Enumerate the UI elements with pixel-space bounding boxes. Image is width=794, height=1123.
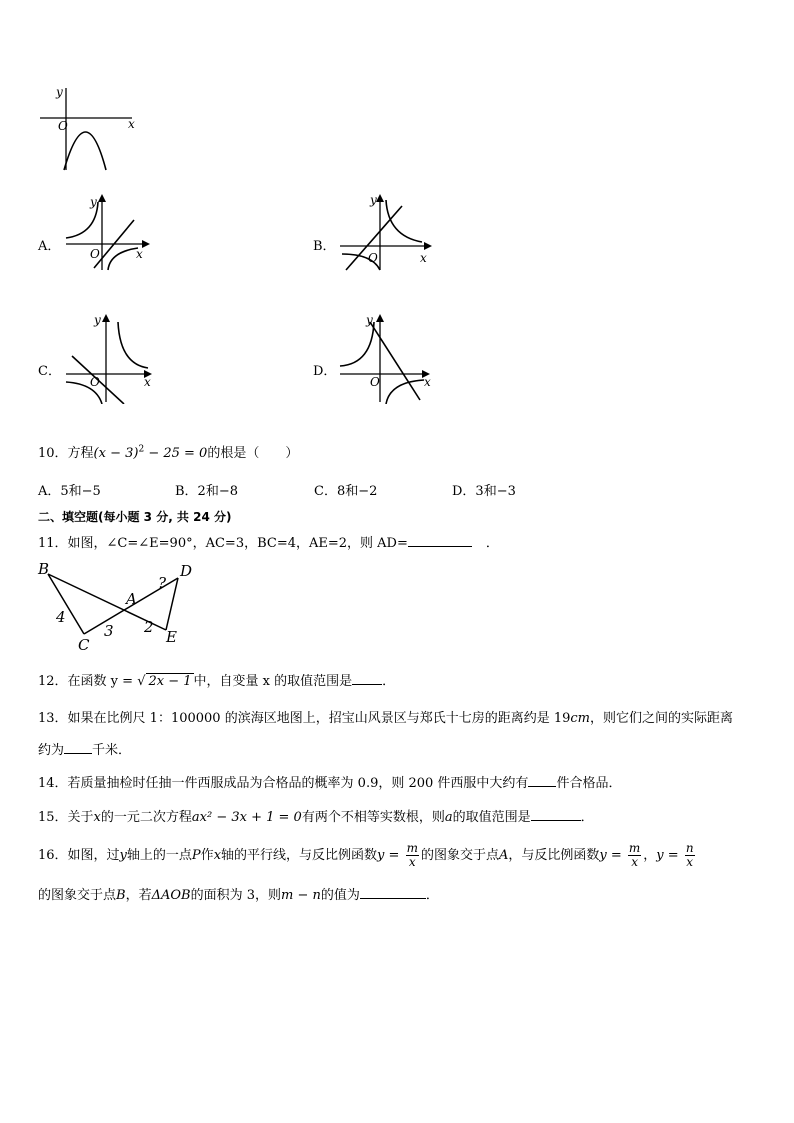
- q12-suffix: 中，自变量 x 的取值范围是: [193, 674, 353, 689]
- q16-fraction-n-over-x: [685, 842, 695, 869]
- y-axis-label: y: [370, 193, 377, 207]
- q13-line1-end: ，则它们之间的实际距离: [590, 711, 734, 726]
- q10-exponent: 2: [138, 444, 145, 455]
- q16-frac2-den: x: [631, 855, 638, 869]
- length-2-label: 2: [144, 618, 154, 636]
- point-e-label: E: [166, 628, 177, 646]
- q16-frac2-num: m: [628, 841, 641, 855]
- origin-label: O: [368, 251, 378, 265]
- q16-fraction-m-over-x-2: [628, 842, 641, 869]
- question-10: [38, 442, 298, 461]
- origin-label: O: [90, 247, 100, 261]
- q10-choice-a[interactable]: A．5和−5: [38, 484, 101, 499]
- q16-a: A: [498, 848, 509, 863]
- origin-label: O: [90, 375, 100, 389]
- q13-line2-post: 千米．: [92, 743, 132, 758]
- q15-end: ．: [580, 810, 594, 825]
- q13-answer-blank[interactable]: [64, 741, 92, 754]
- option-b-label: B．: [313, 239, 336, 254]
- option-a-label: A．: [38, 239, 61, 254]
- q16-answer-blank[interactable]: [360, 886, 426, 899]
- q16-p5: 的图象交于点: [420, 848, 499, 863]
- point-b-label: B: [38, 560, 50, 578]
- q12-radicand: 2x − 1: [148, 674, 192, 689]
- point-a-label: A: [126, 590, 137, 608]
- q16-f1-lhs: y =: [377, 848, 404, 863]
- q16-m-minus-n: m − n: [281, 888, 321, 903]
- q16-p1: 16．如图，过: [38, 848, 120, 863]
- option-b-graph: [336, 192, 436, 272]
- q15-answer-blank[interactable]: [531, 808, 581, 821]
- question-11: [38, 532, 499, 551]
- q15-a: a: [444, 810, 453, 825]
- option-a-graph: [62, 192, 152, 272]
- q16-line2-mid: ，若: [125, 888, 152, 903]
- q11-answer-blank[interactable]: [408, 534, 472, 547]
- x-axis-label: x: [424, 375, 431, 389]
- origin-label: O: [58, 119, 68, 133]
- x-axis-label: x: [144, 375, 151, 389]
- q16-line2-mid2: 的面积为 3，则: [190, 888, 281, 903]
- q15-suffix: 的取值范围是: [452, 810, 531, 825]
- q16-b: B: [116, 888, 126, 903]
- y-axis-label: y: [56, 85, 63, 99]
- q15-mid2: 有两个不相等实数根，则: [301, 810, 445, 825]
- q16-p: P: [191, 848, 201, 863]
- q16-sep: ，: [643, 848, 657, 863]
- q12-end: ．: [382, 674, 396, 689]
- question-16-line-2: [38, 884, 439, 903]
- question-14: [38, 772, 621, 791]
- length-3-label: 3: [104, 622, 114, 640]
- q15-equation: ax² − 3x + 1 = 0: [191, 810, 302, 825]
- y-axis-label: y: [90, 195, 97, 209]
- q14-answer-blank[interactable]: [528, 774, 556, 787]
- q16-fraction-m-over-x: [406, 842, 419, 869]
- x-axis-label: x: [136, 247, 143, 261]
- point-d-label: D: [180, 562, 193, 580]
- q13-line2-pre: 约为: [38, 743, 65, 758]
- question-12: 12．在函数 y = √ 2x − 1 中，自变量 x 的取值范围是 ．: [38, 674, 396, 689]
- q16-frac3-num: n: [685, 841, 694, 855]
- q15-prefix: 15．关于: [38, 810, 94, 825]
- q16-p2: 轴上的一点: [126, 848, 192, 863]
- q10-choice-b[interactable]: B．2和−8: [175, 484, 238, 499]
- x-axis-label: x: [420, 251, 427, 265]
- q14-prefix: 14．若质量抽检时任抽一件西服成品为合格品的概率为 0.9，则 200 件西服中大约有: [38, 776, 529, 791]
- q11-end: ．: [485, 536, 499, 551]
- option-d-label: D．: [313, 364, 337, 379]
- q16-triangle: ΔAOB: [151, 888, 191, 903]
- option-d-graph: [336, 312, 436, 404]
- q16-frac1-den: x: [408, 855, 416, 869]
- y-axis-label: y: [366, 313, 373, 327]
- q12-prefix: 12．在函数 y =: [38, 674, 138, 689]
- unknown-mark: ?: [158, 574, 167, 592]
- question-15: [38, 806, 594, 825]
- prompt-graph: [36, 84, 146, 174]
- q16-x: x: [213, 848, 222, 863]
- option-c-label: C．: [38, 364, 61, 379]
- q15-mid: 的一元二次方程: [100, 810, 192, 825]
- q11-text: 11．如图，∠C=∠E=90°，AC=3，BC=4，AE=2，则 AD=: [38, 536, 408, 551]
- q10-choice-d[interactable]: D．3和−3: [452, 484, 516, 499]
- origin-label: O: [370, 375, 380, 389]
- q13-unit: cm: [570, 711, 590, 726]
- q10-prefix: 10．方程: [38, 446, 94, 461]
- q16-f2-lhs: y =: [599, 848, 626, 863]
- q14-suffix: 件合格品．: [556, 776, 622, 791]
- q10-expr-open: (x − 3): [93, 446, 139, 461]
- q16-line2-pre: 的图象交于点: [38, 888, 117, 903]
- q12-answer-blank[interactable]: [352, 672, 382, 685]
- q16-frac1-num: m: [406, 841, 418, 855]
- q10-choice-c[interactable]: C．8和−2: [314, 484, 378, 499]
- q16-end: ．: [425, 888, 439, 903]
- q16-p6: ，与反比例函数: [508, 848, 600, 863]
- q10-expr-rest: − 25 = 0: [144, 446, 208, 461]
- q13-line1: 13．如果在比例尺 1：100000 的滨海区地图上，招宝山风景区与郑氏十七房的距离约是 19: [38, 711, 571, 726]
- q16-p4: 轴的平行线，与反比例函数: [221, 848, 378, 863]
- q16-f3-lhs: y =: [656, 848, 683, 863]
- q16-y: y: [119, 848, 127, 863]
- q11-figure: [36, 560, 206, 652]
- q10-suffix: 的根是（ ）: [207, 446, 299, 461]
- point-c-label: C: [78, 636, 90, 652]
- q10-choices: [38, 480, 758, 498]
- x-axis-label: x: [128, 117, 135, 131]
- length-4-label: 4: [56, 608, 66, 626]
- question-13-line-2: [38, 739, 131, 758]
- q16-p3: 作: [200, 848, 214, 863]
- question-13-line-1: [38, 707, 733, 726]
- q16-line2-post: 的值为: [320, 888, 360, 903]
- q16-frac3-den: x: [686, 855, 694, 869]
- question-16-line-1: [38, 842, 697, 869]
- option-c-graph: [62, 312, 162, 404]
- section-heading: 二、填空题(每小题 3 分, 共 24 分): [38, 510, 232, 524]
- y-axis-label: y: [94, 313, 101, 327]
- q15-x: x: [93, 810, 101, 825]
